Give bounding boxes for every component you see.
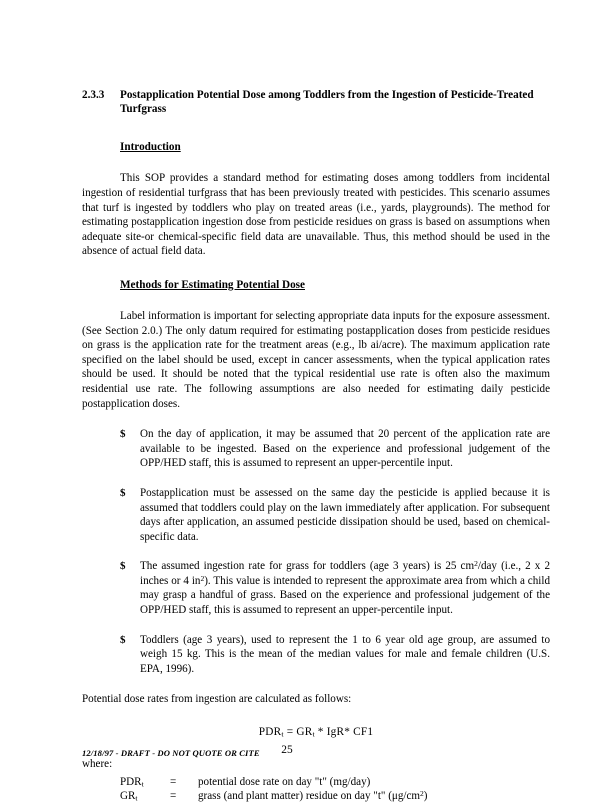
equation-lhs: PDR	[258, 726, 282, 739]
bullet-marker-icon: $	[120, 560, 126, 573]
symbol-subscript: t	[141, 779, 144, 789]
text-fragment: )	[423, 790, 428, 803]
text-fragment: grass (and plant matter) residue on day "t" (μg/cm	[198, 790, 421, 803]
bullet-marker-icon: $	[120, 428, 126, 441]
definition-row	[120, 775, 550, 790]
equation-rhs-3: CF1	[353, 726, 374, 739]
superscript: 2	[474, 559, 478, 569]
methods-heading: Methods for Estimating Potential Dose	[120, 278, 305, 291]
text-fragment: The assumed ingestion rate for grass for toddlers (age 3 years) is 25 cm	[140, 560, 475, 573]
introduction-heading-wrap	[82, 137, 550, 171]
text-fragment: ). This value is intended to represent the approximate area from which a child may grasp a handful of grass. Based on the experience and professional judgement of the OPP/HED staff, this is assumed to represent an upper-percentile input.	[140, 574, 550, 617]
section-number: 2.3.3	[82, 89, 105, 101]
list-item	[82, 427, 550, 471]
section-title: Postapplication Potential Dose among Toddlers from the Ingestion of Pesticide-Treated Turfgrass	[120, 89, 534, 116]
list-item	[82, 559, 550, 617]
equation-lead-in: Potential dose rates from ingestion are calculated as follows:	[82, 693, 352, 706]
equation-rhs-2: IgR	[326, 726, 345, 739]
definition-equals: =	[170, 790, 177, 803]
introduction-paragraph: This SOP provides a standard method for estimating doses among toddlers from incidental ingestion of residential turfgrass that has been previously treated with pesticides. This scenario assumes that turf is ingested by toddlers who play on treated areas (i.e., yards, playgrounds). The method for estimating postapplication ingestion dose from pesticide residues on grass is based on assumptions when adequate site-or chemical-specific field data are unavailable. Thus, this method should be used in the absence of actual field data.	[82, 172, 550, 258]
page-content	[82, 88, 550, 804]
equation-rhs-1-subscript: t	[312, 729, 315, 739]
list-item	[82, 486, 550, 544]
superscript: 2	[200, 573, 205, 583]
equation-rhs-1: GR	[296, 726, 313, 739]
definition-equals: =	[170, 775, 177, 788]
list-item-text: Toddlers (age 3 years), used to represent the 1 to 6 year old age group, are assumed to weigh 15 kg. This is the mean of the median values for male and female children (U.S. EPA, 1996).	[140, 633, 550, 675]
equation-operator-2: *	[344, 726, 354, 739]
introduction-heading: Introduction	[120, 141, 181, 154]
equation-lhs-subscript: t	[281, 729, 284, 739]
assumptions-list	[82, 427, 550, 676]
definition-description: potential dose rate on day "t" (mg/day)	[198, 775, 371, 788]
page-number: 25	[281, 744, 293, 756]
definition-symbol	[120, 789, 170, 804]
definition-row	[120, 789, 550, 804]
equation	[82, 725, 550, 740]
methods-heading-wrap	[82, 275, 550, 309]
where-label: where:	[82, 758, 113, 771]
bullet-marker-icon: $	[120, 486, 126, 499]
symbol-subscript: t	[135, 793, 138, 803]
equation-operator-1: *	[314, 726, 327, 739]
definition-symbol	[120, 775, 170, 790]
list-item-text: Postapplication must be assessed on the same day the pesticide is applied because it is assumed that toddlers could play on the lawn immediately after application. For subsequent days after application, an assumed pesticide dissipation should be used, based on chemical-specific data.	[140, 486, 550, 543]
section-heading	[82, 88, 550, 116]
methods-paragraph: Label information is important for selecting appropriate data inputs for the exposure assessment. (See Section 2.0.) The only datum required for estimating postapplication doses from pesticide residues on grass is the application rate for the treatment areas (e.g., lb ai/acre). The maximum application rate specified on the label should be used, except in cancer assessments, when the typical application rates should be used. It should be noted that the typical residential use rate is often also the maximum residential use rate. The following assumptions are also needed for estimating daily pesticide postapplication doses.	[82, 309, 550, 410]
list-item-text	[140, 559, 550, 617]
symbol-base: GR	[120, 790, 136, 803]
symbol-base: PDR	[120, 775, 142, 788]
bullet-marker-icon: $	[120, 633, 126, 646]
definition-description	[198, 789, 550, 804]
footer-draft-notice: 12/18/97 - DRAFT - DO NOT QUOTE OR CITE	[82, 748, 260, 758]
list-item-text: On the day of application, it may be assumed that 20 percent of the application rate are available to be ingested. Based on the experience and professional judgement of the OPP/HED staff, this is assumed to represent an upper-percentile input.	[140, 428, 550, 470]
definition-list	[120, 775, 550, 804]
list-item	[82, 633, 550, 677]
text-fragment: /day (i.e., 2 x 2 inches or 4 in	[140, 560, 550, 587]
superscript: 2	[420, 789, 424, 799]
equation-equals: =	[283, 726, 297, 739]
page-footer	[82, 744, 550, 764]
